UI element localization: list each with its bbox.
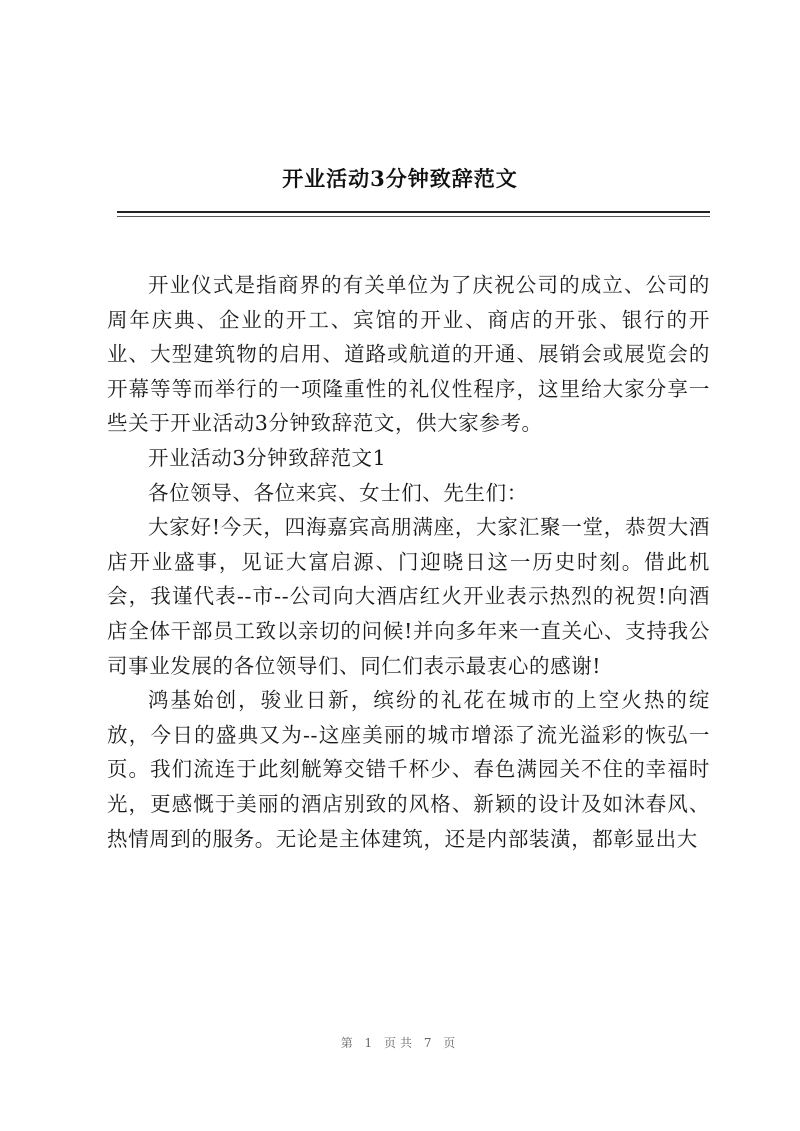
intro-paragraph: 开业仪式是指商界的有关单位为了庆祝公司的成立、公司的周年庆典、企业的开工、宾馆的开业、商店的开张、银行的开业、大型建筑物的启用、道路或航道的开通、展销会或展览会的开幕等等而举行的一项隆重性的礼仪性程序，这里给大家分享一些关于开业活动3分钟致辞范文，供大家参考。 [107,273,710,436]
title-divider [117,211,710,213]
body-paragraph-celebration: 鸿基始创，骏业日新，缤纷的礼花在城市的上空火热的绽放，今日的盛典又为--这座美丽的城市增添了流光溢彩的恢弘一页。我们流连于此刻觥筹交错千杯少、春色满园关不住的幸福时光，更感慨于美丽的酒店别致的风格、新颖的设计及如沐春风、热情周到的服务。无论是主体建筑，还是内部装潢，都彰显出大 [107,688,710,851]
salutation-paragraph: 各位领导、各位来宾、女士们、先生们： [148,480,528,505]
title-divider-thin [117,216,710,217]
section-heading: 开业活动3分钟致辞范文1 [148,445,387,470]
body-paragraph-greeting: 大家好!今天，四海嘉宾高朋满座，大家汇聚一堂，恭贺大酒店开业盛事，见证大富启源、门迎晓日这一历史时刻。借此机会，我谨代表--市--公司向大酒店红火开业表示热烈的祝贺!向酒店全体干部员工致以亲切的问候!并向多年来一直关心、支持我公司事业发展的各位领导们、同仁们表示最衷心的感谢! [107,515,710,678]
document-title: 开业活动3分钟致辞范文 [282,166,518,191]
page-footer: 第 1 页共 7 页 [340,1036,460,1050]
document-body [107,268,710,856]
